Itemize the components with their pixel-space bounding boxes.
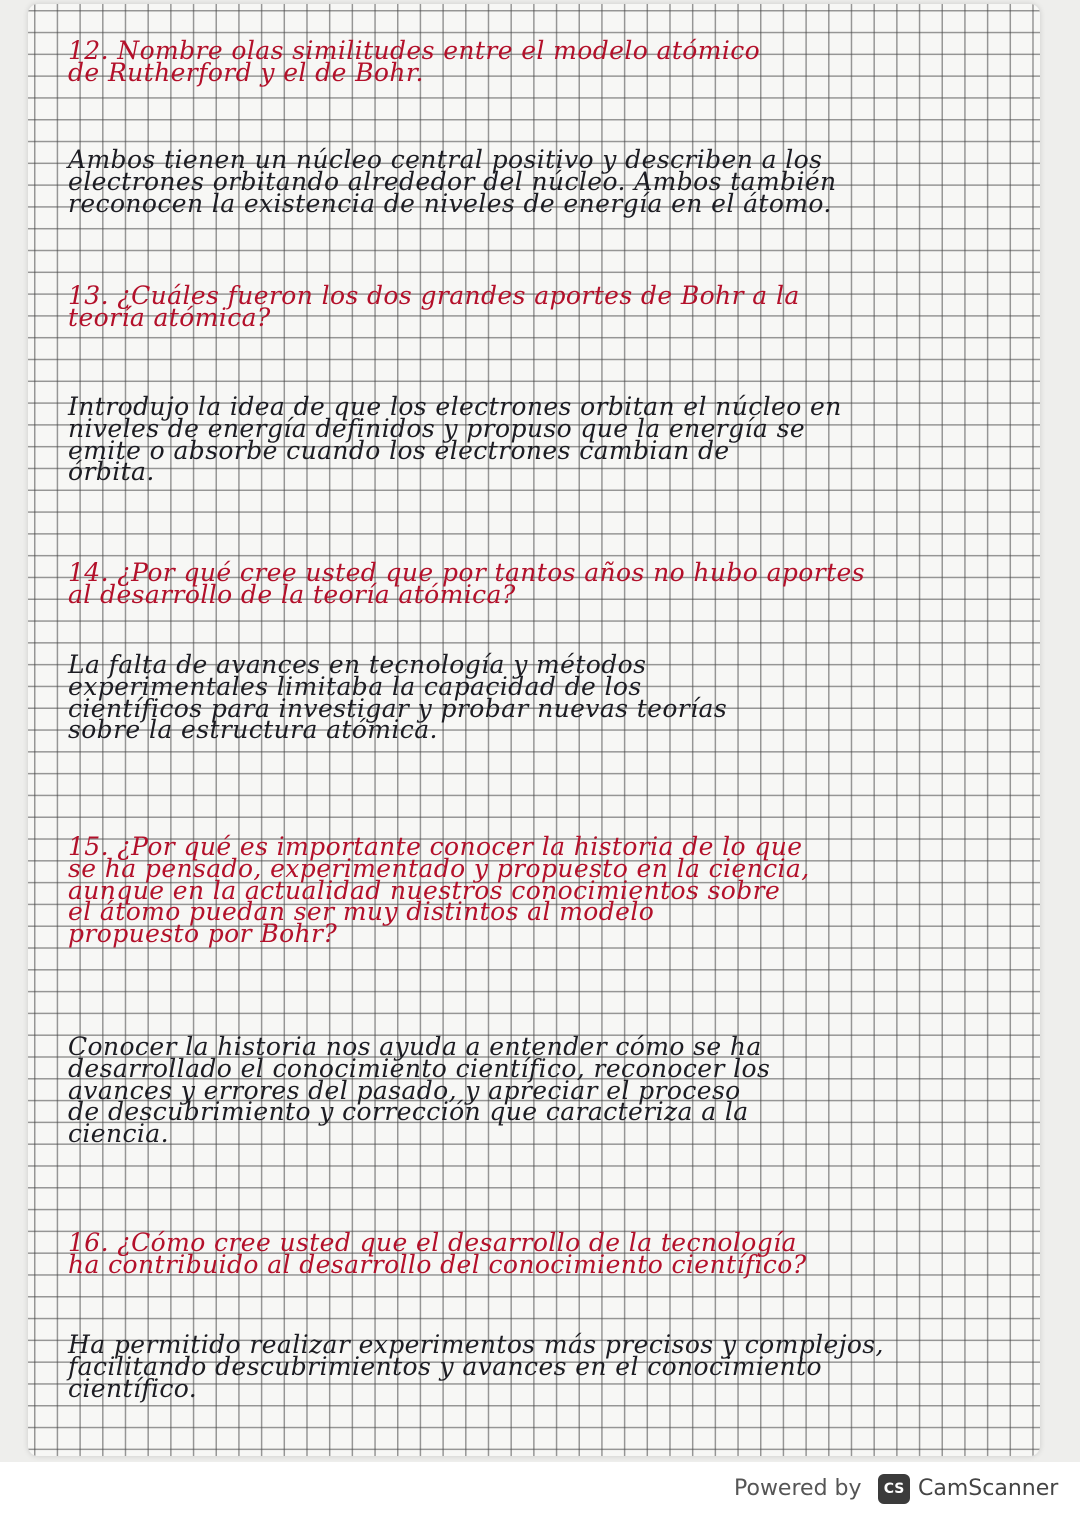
answer-12: Ambos tienen un núcleo central positivo y describen a los electrones orbitando alrededor del núcleo. Ambos también reconocen la existencia de niveles de energía en el átomo. (68, 145, 837, 218)
question-15: 15. ¿Por qué es importante conocer la historia de lo que se ha pensado, experimentado y propuesto en la ciencia, aunque en la actualidad nuestros conocimientos sobre el átomo puedan ser muy distintos al modelo propuesto por Bohr? (68, 832, 810, 949)
powered-by-label: Powered by (734, 1476, 862, 1501)
question-12: 12. Nombre olas similitudes entre el modelo atómico de Rutherford y el de Bohr. (68, 36, 761, 87)
camscanner-logo-icon: CS (878, 1474, 910, 1504)
question-13: 13. ¿Cuáles fueron los dos grandes aportes de Bohr a la teoría atómica? (68, 281, 800, 332)
answer-13: Introdujo la idea de que los electrones orbitan el núcleo en niveles de energía definidos y propuso que la energía se emite o absorbe cuando los electrones cambian de órbita. (68, 392, 842, 487)
camscanner-brand: CamScanner (918, 1476, 1059, 1501)
scanner-footer (0, 1462, 1080, 1528)
question-16: 16. ¿Cómo cree usted que el desarrollo de la tecnología ha contribuido al desarrollo del conocimiento científico? (68, 1228, 807, 1279)
question-14: 14. ¿Por qué cree usted que por tantos años no hubo aportes al desarrollo de la teoría atómica? (68, 558, 865, 609)
answer-14: La falta de avances en tecnología y métodos experimentales limitaba la capacidad de los científicos para investigar y probar nuevas teorías sobre la estructura atómica. (68, 650, 728, 745)
answer-15: Conocer la historia nos ayuda a entender cómo se ha desarrollado el conocimiento científico, reconocer los avances y errores del pasado, y apreciar el proceso de descubrimiento y corrección que caracteriza a la ciencia. (68, 1032, 771, 1149)
answer-16: Ha permitido realizar experimentos más precisos y complejos, facilitando descubrimientos y avances en el conocimiento científico. (68, 1330, 884, 1403)
notebook-page (28, 4, 1040, 1456)
